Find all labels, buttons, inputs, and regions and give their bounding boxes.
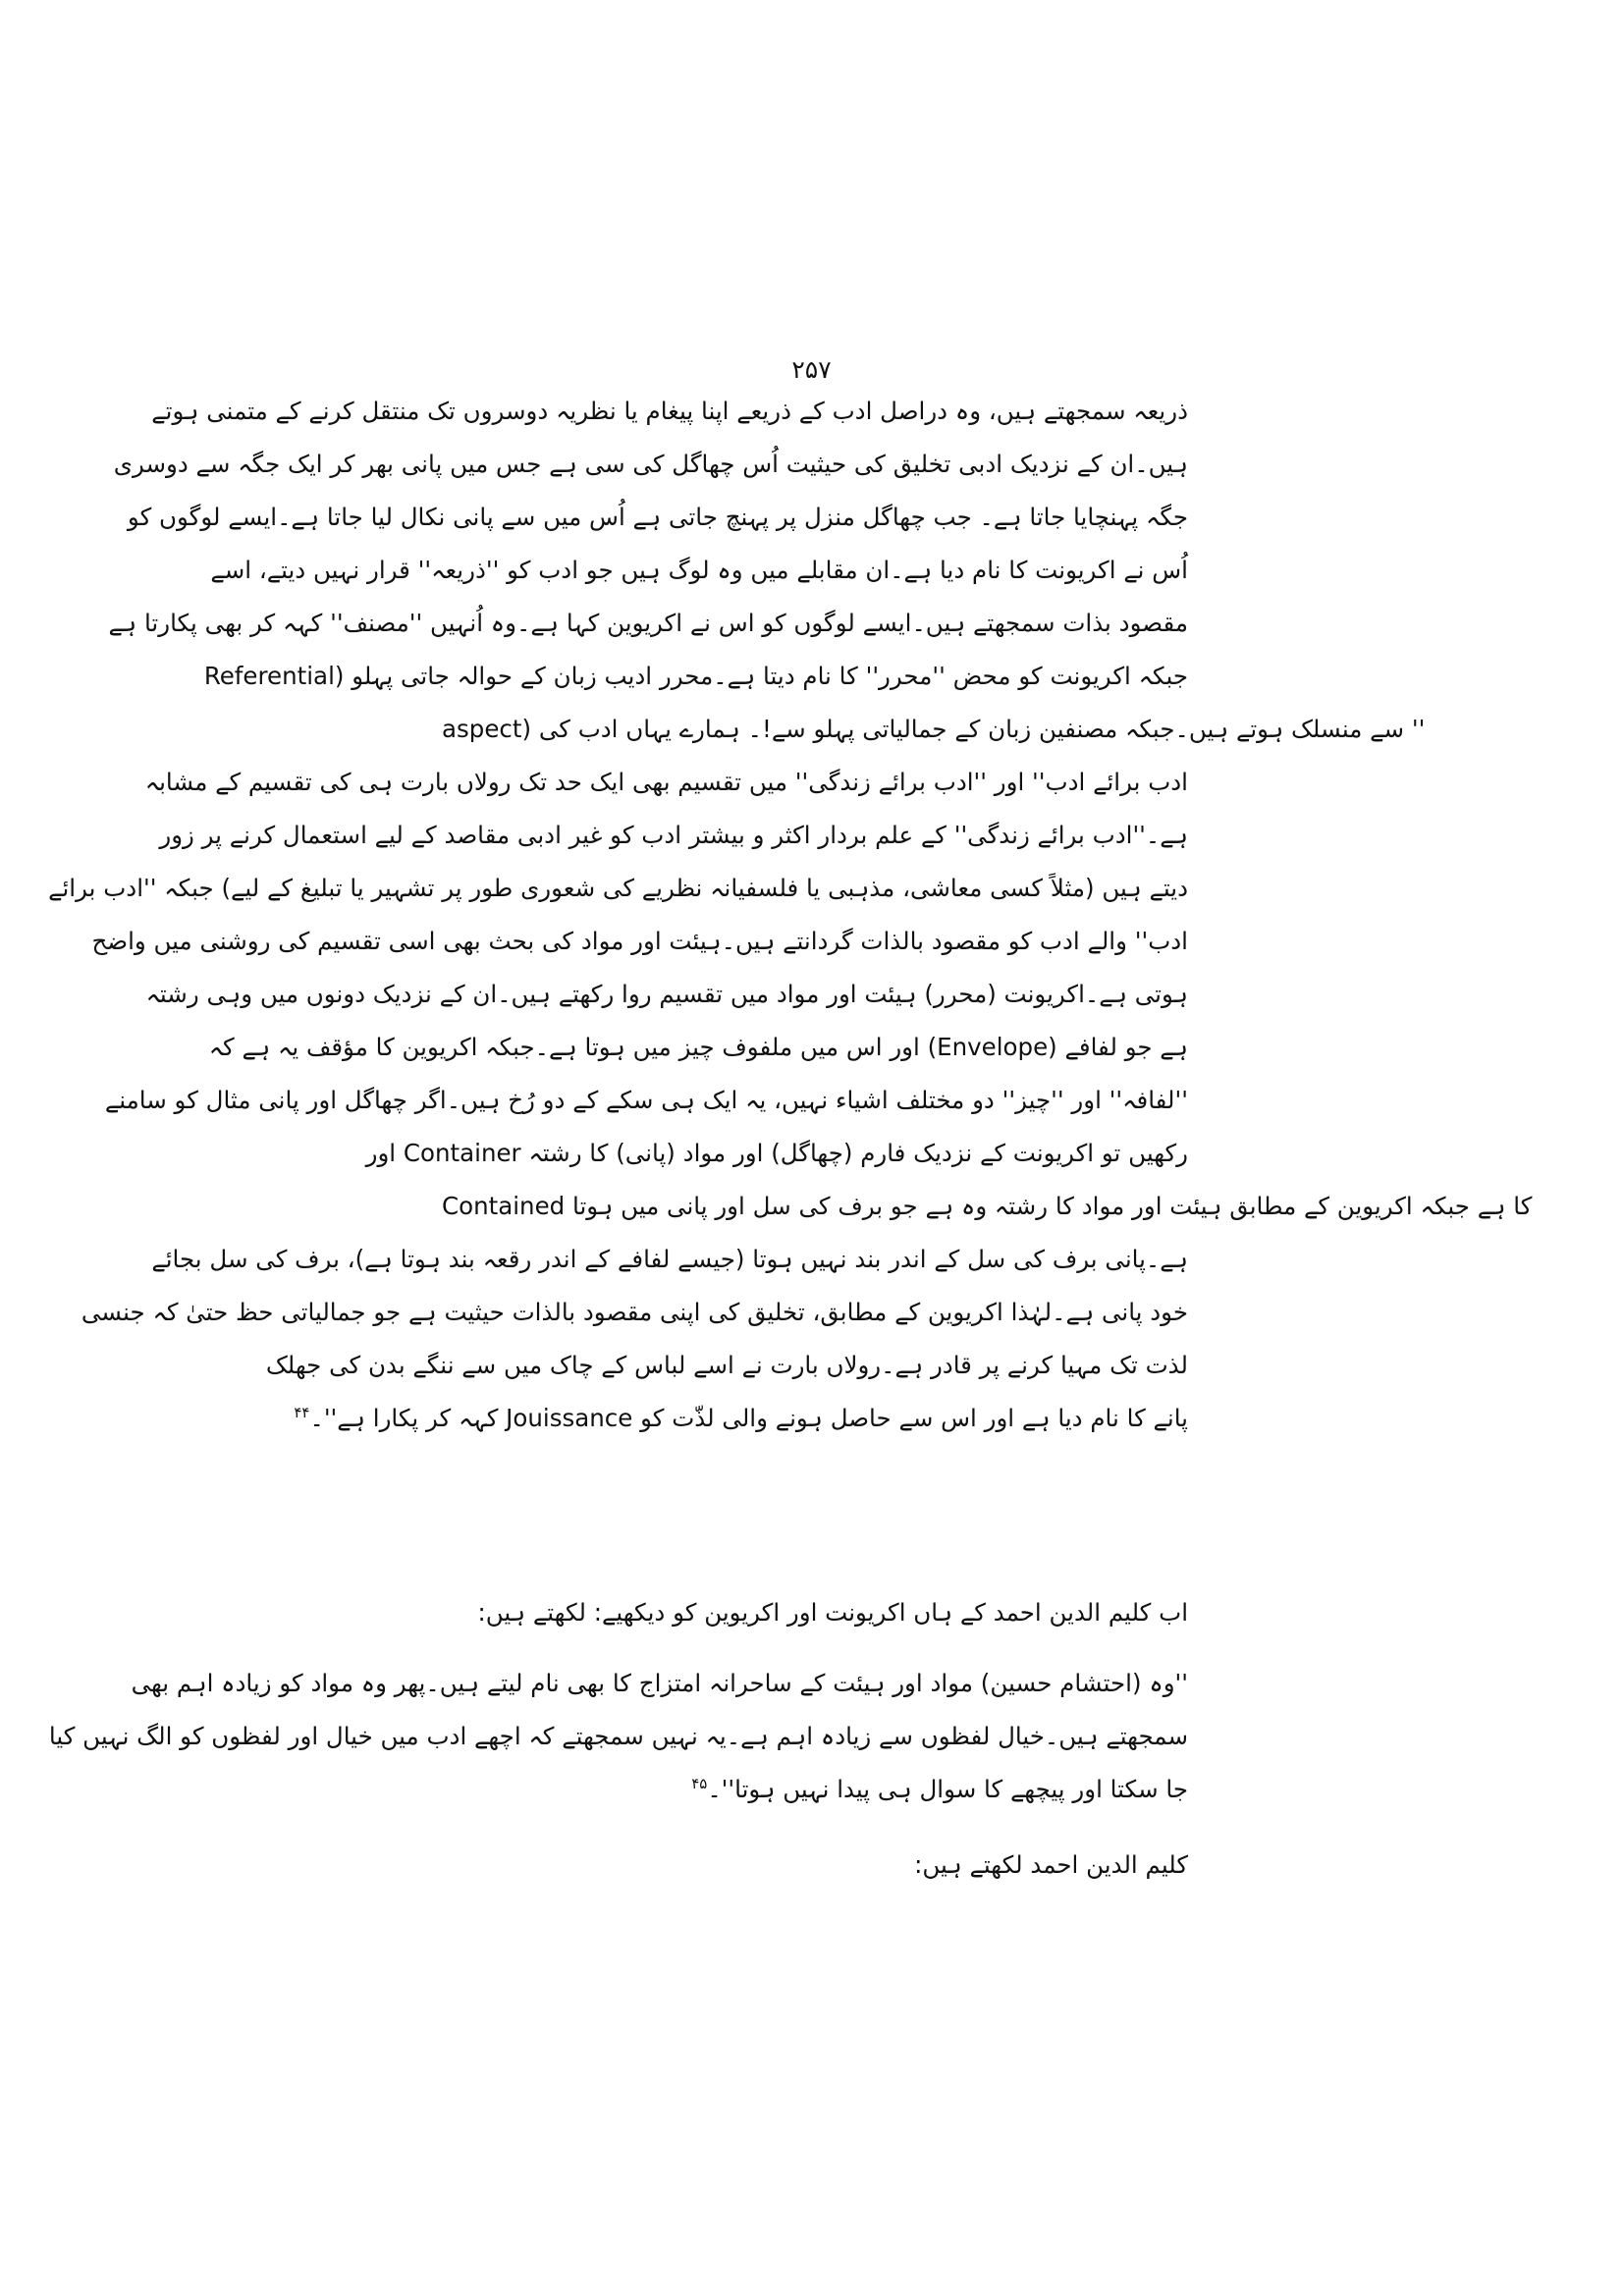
paragraph-line: aspect) سے منسلک ہوتے ہیں۔جبکہ مصنفین زبان کے جمالیاتی پہلو سے!۔ ہمارے یہاں ادب کی '' — [442, 715, 1426, 743]
main-paragraph — [48, 385, 1533, 1445]
footnote-reference: ۴۴ — [294, 1403, 310, 1421]
paragraph-line: ادب'' والے ادب کو مقصود بالذات گردانتے ہیں۔ہیئت اور مواد کی بحث بھی اسی تقسیم کی روشنی میں واضح — [91, 927, 1188, 955]
closing-sentence: کلیم الدین احمد لکھتے ہیں: — [914, 1850, 1188, 1879]
paragraph-line: خود پانی ہے۔لہٰذا اکریوین کے مطابق، تخلیق کی اپنی مقصود بالذات حیثیت ہے جو جمالیاتی حظ حتیٰ کہ جنسی — [81, 1298, 1188, 1326]
paragraph-line: ہوتی ہے۔اکریونت (محرر) ہیئت اور مواد میں تقسیم روا رکھتے ہیں۔ان کے نزدیک دونوں میں وہی رشتہ — [145, 980, 1188, 1008]
paragraph-line: ہے جو لفافے (Envelope) اور اس میں ملفوف چیز میں ہوتا ہے۔جبکہ اکریوین کا مؤقف یہ ہے کہ — [208, 1033, 1188, 1061]
quote-line: سمجھتے ہیں۔خیال لفظوں سے زیادہ اہم ہے۔یہ نہیں سمجھتے کہ اچھے ادب میں خیال اور لفظوں کو الگ نہیں کیا — [48, 1722, 1188, 1750]
paragraph-line-text: پانے کا نام دیا ہے اور اس سے حاصل ہونے والی لذّت کو Jouissance کہہ کر پکارا ہے''۔ — [309, 1404, 1188, 1432]
paragraph-line: مقصود بذات سمجھتے ہیں۔ایسے لوگوں کو اس نے اکریوین کہا ہے۔وہ اُنہیں ''مصنف'' کہہ کر بھی پکارتا ہے — [108, 609, 1188, 637]
block-quote — [48, 1657, 1188, 1816]
page-number: ۲۵۷ — [791, 355, 832, 384]
paragraph-line: جبکہ اکریونت کو محض ''محرر'' کا نام دیتا ہے۔محرر ادیب زبان کے حوالہ جاتی پہلو (Referential — [203, 662, 1188, 690]
paragraph-line: ہے۔پانی برف کی سل کے اندر بند نہیں ہوتا (جیسے لفافے کے اندر رقعہ بند ہوتا ہے)، برف کی سل بجائے — [151, 1245, 1188, 1273]
paragraph-line: لذت تک مہیا کرنے پر قادر ہے۔رولاں بارت نے اسے لباس کے چاک میں سے ننگے بدن کی جھلک — [265, 1351, 1188, 1379]
intro-sentence: اب کلیم الدین احمد کے ہاں اکریونت اور اکریوین کو دیکھیے: لکھتے ہیں: — [477, 1598, 1188, 1627]
paragraph-line: ''لفافہ'' اور ''چیز'' دو مختلف اشیاء نہیں، یہ ایک ہی سکے کے دو رُخ ہیں۔اگر چھاگل اور پانی مثال کو سامنے — [104, 1086, 1188, 1114]
paragraph-line: ہیں۔ان کے نزدیک ادبی تخلیق کی حیثیت اُس چھاگل کی سی ہے جس میں پانی بھر کر ایک جگہ سے دوسری — [113, 450, 1188, 478]
paragraph-line: ہے۔''ادب برائے زندگی'' کے علم بردار اکثر و بیشتر ادب کو غیر ادبی مقاصد کے لیے استعمال کرنے پر زور — [159, 821, 1188, 849]
paragraph-last-line — [294, 1392, 1188, 1445]
quote-last-line — [442, 1763, 1188, 1816]
quote-line: ''وہ (احتشام حسین) مواد اور ہیئت کے ساحرانہ امتزاج کا بھی نام لیتے ہیں۔پھر وہ مواد کو زیادہ اہم بھی — [131, 1669, 1188, 1697]
footnote-reference: ۴۵ — [691, 1774, 708, 1792]
paragraph-line: Contained کا ہے جبکہ اکریوین کے مطابق ہیئت اور مواد کا رشتہ وہ ہے جو برف کی سل اور پانی میں ہوتا — [442, 1192, 1533, 1220]
quote-line-text: جا سکتا اور پیچھے کا سوال ہی پیدا نہیں ہوتا''۔ — [707, 1775, 1188, 1803]
paragraph-line: ادب برائے ادب'' اور ''ادب برائے زندگی'' میں تقسیم بھی ایک حد تک رولاں بارت ہی کی تقسیم کے مشابہ — [144, 768, 1188, 796]
paragraph-line: اُس نے اکریونت کا نام دیا ہے۔ان مقابلے میں وہ لوگ ہیں جو ادب کو ''ذریعہ'' قرار نہیں دیتے، اسے — [210, 556, 1188, 584]
paragraph-line: رکھیں تو اکریونت کے نزدیک فارم (چھاگل) اور مواد (پانی) کا رشتہ Container اور — [365, 1139, 1188, 1167]
paragraph-line: ذریعہ سمجھتے ہیں، وہ دراصل ادب کے ذریعے اپنا پیغام یا نظریہ دوسروں تک منتقل کرنے کے متمنی ہوتے — [151, 397, 1188, 425]
paragraph-line: جگہ پہنچایا جاتا ہے۔ جب چھاگل منزل پر پہنچ جاتی ہے اُس میں سے پانی نکال لیا جاتا ہے۔ایسے لوگوں کو — [127, 503, 1188, 531]
paragraph-line: دیتے ہیں (مثلاً کسی معاشی، مذہبی یا فلسفیانہ نظریے کی شعوری طور پر تشہیر یا تبلیغ کے لیے) جبکہ ''ادب برائے — [48, 874, 1188, 902]
